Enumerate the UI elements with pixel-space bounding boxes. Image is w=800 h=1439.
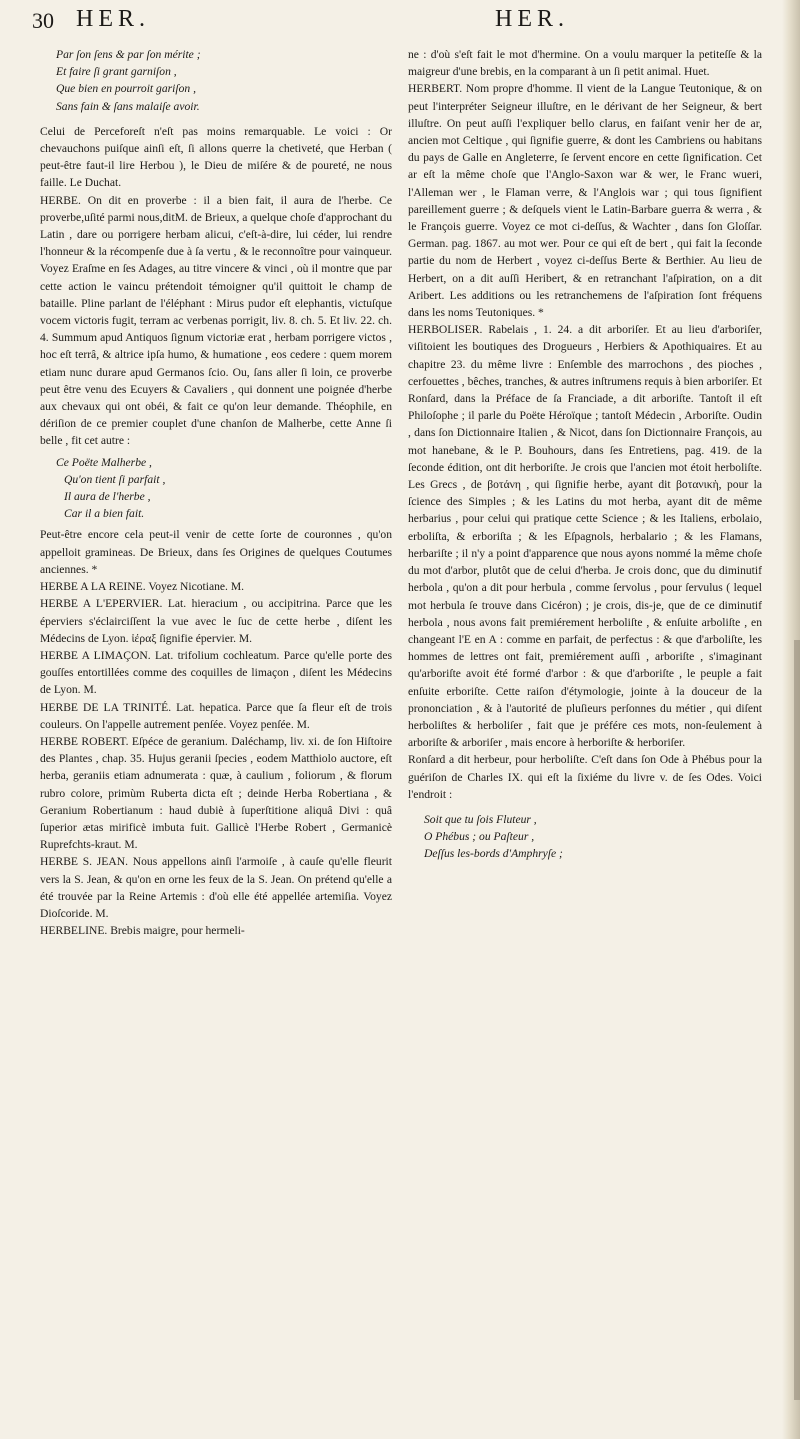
verse-line: Soit que tu ſois Fluteur ,: [424, 812, 537, 826]
binding-shadow: [794, 640, 800, 1400]
paragraph: Celui de Perceforeſt n'eſt pas moins remarquable. Le voici : Or chevauchons puiſque ainſi eſt, ſi allons querre la chetiveté, que Herban ( peut-être faut-il lire Herbou ), le Dieu de miſére & de poureté, ne nous faille. Le Duchat.: [40, 124, 392, 190]
paragraph: Ronſard a dit herbeur, pour herboliſte. C'eſt dans ſon Ode à Phébus pour la guériſon de Charles IX. qui eſt la ſixiéme du livre v. de ſes Odes. Voici l'endroit :: [408, 753, 762, 801]
running-title-right: HER.: [495, 6, 569, 32]
entry-herbe-a-limacon: HERBE A LIMAÇON. Lat. trifolium cochleatum. Parce qu'elle porte des gouſſes entortillées comme des coquilles de limaçon , diſent les Médecins de Lyon. M.: [40, 648, 392, 697]
verse-line: Qu'on tient ſi parfait ,: [64, 472, 166, 486]
entry-herbeline: HERBELINE. Brebis maigre, pour hermeli-: [40, 924, 245, 938]
running-header: [0, 6, 800, 46]
right-column: [408, 46, 762, 1426]
verse-line: O Phébus ; ou Paſteur ,: [424, 830, 535, 844]
verse-line: Et faire ſi grant garniſon ,: [56, 65, 177, 79]
verse-line: Sans fain & ſans malaiſe avoir.: [56, 99, 200, 113]
entry-herboliser: HERBOLISER. Rabelais , 1. 24. a dit arboriſer. Et au lieu d'arboriſer, viſitoient les boutiques des Drogueurs , Herbiers & Apothiquaires. Et au chapitre 23. du même livre : Enſemble des marrochons , des pioches , cerfouettes , bêches, tranches, & autres inſtrumens requis à bien arboriſer. Et Ronſard, dans la Préface de ſa Franciade, a dit arboriſte. Tantoſt il eſt Philoſophe ; il parle du Poëte Héroïque ; tantoſt Médecin , Arboriſte. Oudin , dans ſon Dictionnaire Italien , & Nicot, dans ſon Dictionnaire François, au mot hanebane, & le P. Bouhours, dans ſes Entretiens, pag. 419. de la ſeconde édition, ont dit herboriſte. Je crois que l'ancien mot étoit herboliſte. Les Grecs , de βοτάνη , qui ſignifie herbe, ayant dit βοτανικὴ, pour la ſcience des Simples ; & les Latins du mot herba, ayant dit de même herbarius , pour celui qui pratique cette Science ; & les Italiens, erbolaio, erboliſta, & erboriſta ; & les Eſpagnols, herbalario ; & les Flamans, herbariſte ; il n'y a point d'apparence que nous ayons nommé la même choſe du mot d'arbor, plutôt que de celui d'herba. Je crois donc, que du diminutif herbola , qu'on a dit pour herbula , comme ſervolus , pour ſervulus ( lequel mot herbula ſe trouve dans Cicéron) ; je crois, dis-je, que de ce diminutif herbola , nous avons fait premiérement herboliſte , & enſuite arboliſte , en changeant l'E en A : comme en parfait, de perfectus : & que d'arboliſte, les hommes de lettres ont fait, premiérement auſſi , arboriſte , s'imaginant qu'arboriſte avoit été formé d'arbor : & que d'arboriſte , le peuple a fait enſuite erboriſte. Cette raiſon d'étymologie, jointe à la douceur de la prononciation , & à l'autorité de pluſieurs perſonnes du métier , qui diſent herboliſtes & herboliſer , fait que je préfére ces mots, non-ſeulement à arboriſte & arboriſer , mais encore à herboriſte & herboriſer.: [408, 323, 762, 750]
verse-quote-3: [424, 811, 762, 863]
verse-line: Par ſon ſens & par ſon mérite ;: [56, 48, 201, 61]
verse-line: Car il a bien fait.: [64, 507, 145, 521]
entry-herbe-a-la-reine: HERBE A LA REINE. Voyez Nicotiane. M.: [40, 580, 245, 594]
verse-quote-2: [56, 454, 392, 523]
verse-quote-1: [56, 46, 392, 115]
entry-herbe-s-jean: HERBE S. JEAN. Nous appellons ainſi l'armoiſe , à cauſe qu'elle fleurit vers la S. Jean, & qu'on en orne les feux de la S. Jean. On prétend qu'elle a été trouvée par la Reine Artemis : d'où elle été appellée artemiſia. Voyez Dioſcoride. M.: [40, 855, 392, 920]
verse-line: Deſſus les-bords d'Amphryſe ;: [424, 847, 563, 861]
verse-line: Il aura de l'herbe ,: [64, 490, 151, 504]
entry-herbe-robert: HERBE ROBERT. Eſpéce de geranium. Daléchamp, liv. xi. de ſon Hiſtoire des Plantes , chap. 35. Hujus geranii ſpecies , eodem Matthiolo auctore, eſt herba, geraniis etiam adnumerata : quæ, à caulium , foliorum , & florum rubro colore, primùm Ruberta dicta eſt ; deinde Herba Robertiana , & Geranium Robertianum : haud dubiè à ſuperſtitione aliquâ Divi : quâ ſuperior ætas mirificè imbuta fuit. Gallicè l'Herbe Robert , Germanicè Ruprefchts-kraut. M.: [40, 734, 392, 852]
running-title-left: HER.: [76, 6, 150, 32]
entry-herbe: HERBE. On dit en proverbe : il a bien fait, il aura de l'herbe. Ce proverbe,uſité parmi nous,ditM. de Brieux, a quelque choſe d'approchant du Latin , dare ou porrigere herbam alicui, c'eſt-à-dire, lui céder, lui rendre l'honneur & la récompenſe due à ſa vertu , & le reconnoître pour vainqueur. Voyez Eraſme en ſes Adages, au titre vincere & vinci , où il montre que par cette action le vaincu prétendoit témoigner qu'il quittoit le champ de bataille. Pline parlant de l'éléphant : Mirus pudor eſt elephantis, victuſque vocem victoris fugit, terram ac verbenas porrigit, liv. 8. ch. 5. Et liv. 22. ch. 4. Summum apud Antiquos ſignum victoriæ erat , herbam porrigere victos , hoc eſt terrâ, & altrice ipſa humo, & humatione , eos cedere : quem morem etiam nunc durare apud Germanos ſcio. Ou, ſans aller ſi loin, ce proverbe peut être venu des Ecuyers & Cavaliers , qui donnent une poignée d'herbe aux chevaux qui ont obéi, & fait ce qu'on leur demande. Théophile, en dériſion de ce premier couplet d'une chanſon de Malherbe, cette Anne ſi belle , fit cet autre :: [40, 193, 392, 448]
page-number: 30: [32, 8, 54, 33]
entry-herbe-de-la-trinite: HERBE DE LA TRINITÉ. Lat. hepatica. Parce que ſa fleur eſt de trois couleurs. On l'appelle autrement penſée. Voyez penſée. M.: [40, 700, 392, 731]
entry-herbe-a-l-epervier: HERBE A L'EPERVIER. Lat. hieracium , ou accipitrina. Parce que les éperviers s'éclairciſſent la vue avec le ſuc de cette herbe , diſent les Médecins de Lyon. ἱέραξ ſignifie épervier. M.: [40, 597, 392, 645]
left-column: [40, 46, 392, 1426]
paragraph: ne : d'où s'eſt fait le mot d'hermine. On a voulu marquer la petiteſſe & la maigreur d'une brebis, en la comparant à un ſi petit animal. Huet.: [408, 48, 762, 79]
verse-line: Ce Poëte Malherbe ,: [56, 455, 152, 469]
entry-herbert: HERBERT. Nom propre d'homme. Il vient de la Langue Teutonique, & on peut l'interpréter Seigneur illuſtre, en le dérivant de her Seigneur, & bert illuſtre. On peut auſſi l'expliquer bello clarus, en faiſant venir her de ar, ancien mot Celtique , qui ſignifie guerre, & dont les Cambriens ou habitans du pays de Galle en Angleterre, ſe ſervent encore en cette ſignification. Cet ar eſt la même choſe que l'Anglo-Saxon war & wer, le Franc wueri, l'Alleman wer , le Flaman verre, & l'Anglois war ; qui tous ſignifient pareillement guerre ; & deſquels vient le Latin-Barbare guerra & werra , & le François guerre. Voyez ce mot ci-deſſus, & Wachter , dans ſon Gloſſar. German. pag. 1867. au mot wer. Pour ce qui eſt de bert , qui fait la ſeconde partie du nom de Herbert , voyez ci-deſſus Berte & Berthier. Au lieu de Herbert, on a dit auſſi Heribert, & en retranchant l'aſpiration, on a dit Aribert. Les additions ou les retranchemens de l'aſpiration ſont fréquens dans les noms Teutoniques. *: [408, 82, 762, 320]
paragraph: Peut-être encore cela peut-il venir de cette ſorte de couronnes , qu'on appelloit gramineas. De Brieux, dans ſes Origines de quelques Coutumes anciennes. *: [40, 528, 392, 576]
verse-line: Que bien en pourroit gariſon ,: [56, 82, 196, 96]
